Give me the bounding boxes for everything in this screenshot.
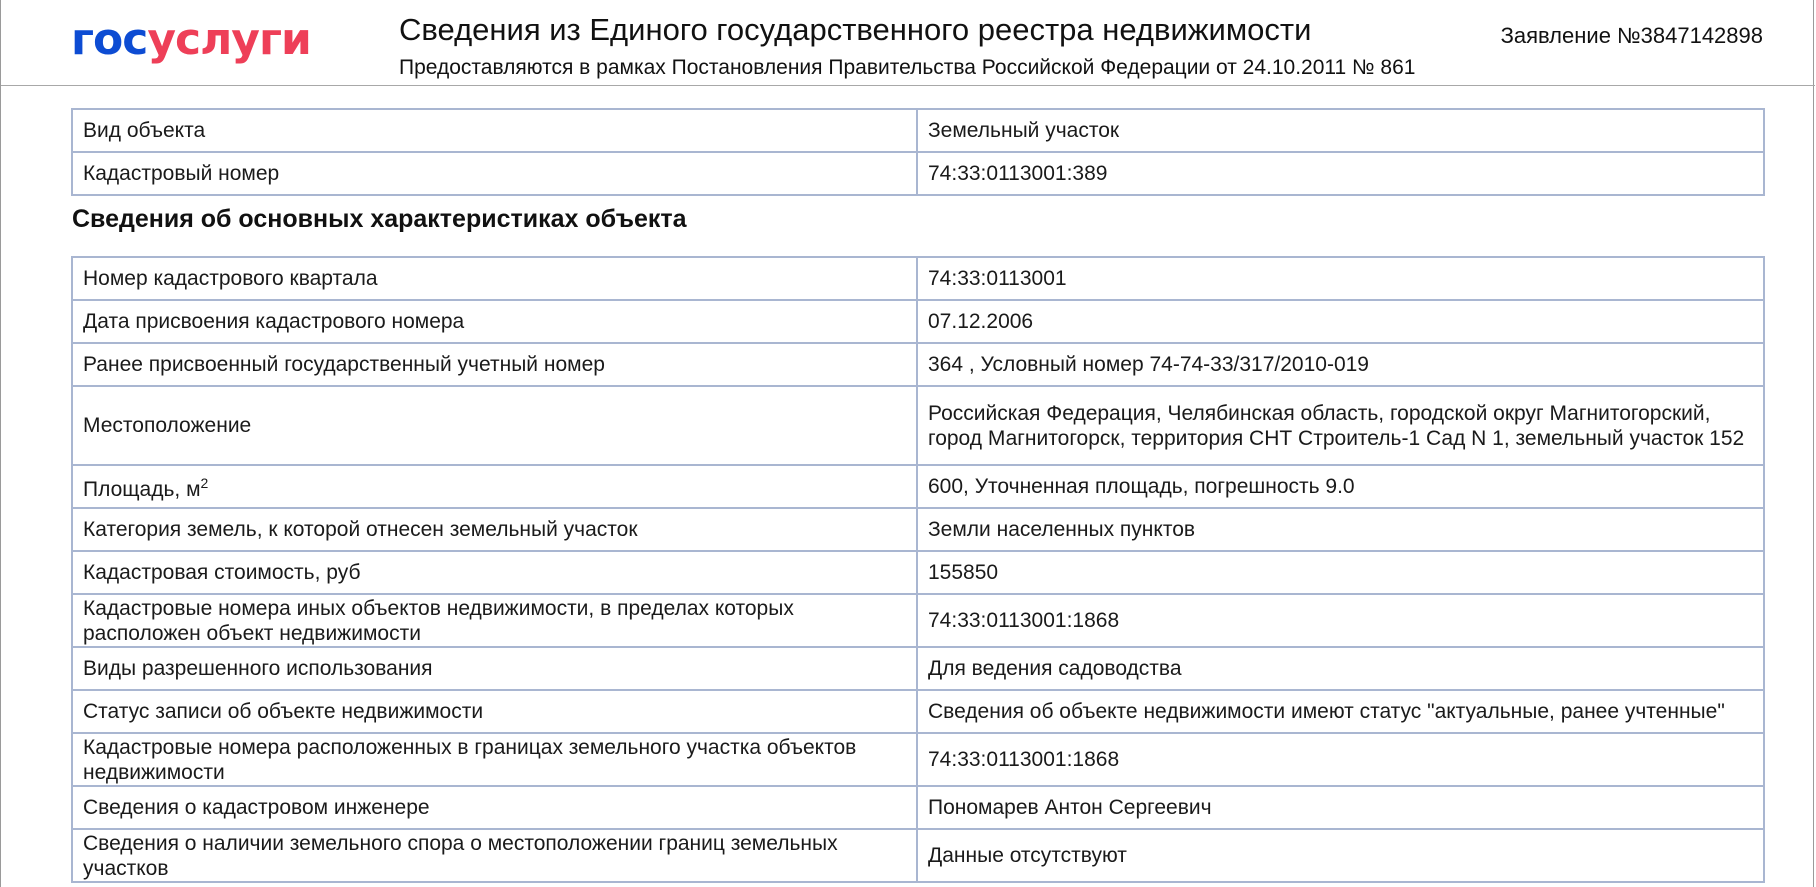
- table-cell-label: Кадастровые номера иных объектов недвижимости, в пределах которых расположен объект недвижимости: [72, 594, 917, 647]
- gosuslugi-logo[interactable]: [71, 14, 311, 66]
- table-row: [72, 152, 1764, 195]
- characteristics-table: [71, 256, 1765, 883]
- table-row: [72, 257, 1764, 300]
- table-row: [72, 690, 1764, 733]
- area-label-text: Площадь, м: [83, 478, 201, 501]
- table-cell-label: Категория земель, к которой отнесен земельный участок: [72, 508, 917, 551]
- table-cell-label: Дата присвоения кадастрового номера: [72, 300, 917, 343]
- table-cell-value: Российская Федерация, Челябинская область, городской округ Магнитогорский, город Магнитогорск, территория СНТ Строитель-1 Сад N 1, земельный участок 152: [917, 386, 1764, 465]
- table-cell-value: 74:33:0113001: [917, 257, 1764, 300]
- table-cell-value: Данные отсутствуют: [917, 829, 1764, 882]
- table-row: [72, 508, 1764, 551]
- table-cell-label: Сведения о наличии земельного спора о местоположении границ земельных участков: [72, 829, 917, 882]
- object-table: [71, 108, 1765, 196]
- table-cell-value: Для ведения садоводства: [917, 647, 1764, 690]
- table-cell-label: Ранее присвоенный государственный учетный номер: [72, 343, 917, 386]
- table-row: [72, 300, 1764, 343]
- application-number: Заявление №3847142898: [1500, 23, 1763, 48]
- table-row: [72, 829, 1764, 882]
- table-cell-label: Сведения о кадастровом инженере: [72, 786, 917, 829]
- table-row: [72, 343, 1764, 386]
- logo-text-uslugi: услуги: [147, 14, 311, 65]
- table-row: [72, 551, 1764, 594]
- table-cell-label: Номер кадастрового квартала: [72, 257, 917, 300]
- table-row: [72, 594, 1764, 647]
- area-unit-superscript: 2: [200, 475, 209, 491]
- table-cell-label: Местоположение: [72, 386, 917, 465]
- object-type-label: Вид объекта: [72, 109, 917, 152]
- table-cell-value: 07.12.2006: [917, 300, 1764, 343]
- table-cell-label: [72, 465, 917, 508]
- table-row: [72, 647, 1764, 690]
- table-cell-value: 74:33:0113001:1868: [917, 733, 1764, 786]
- document-header: [1, 0, 1815, 86]
- table-cell-value: 155850: [917, 551, 1764, 594]
- table-cell-label: Статус записи об объекте недвижимости: [72, 690, 917, 733]
- table-cell-value: 74:33:0113001:1868: [917, 594, 1764, 647]
- table-row: [72, 786, 1764, 829]
- document-subtitle: Предоставляются в рамках Постановления Правительства Российской Федерации от 24.10.2011 № 861: [399, 56, 1416, 79]
- cadastral-number-label: Кадастровый номер: [72, 152, 917, 195]
- table-cell-value: Земли населенных пунктов: [917, 508, 1764, 551]
- table-cell-label: Кадастровая стоимость, руб: [72, 551, 917, 594]
- object-type-value: Земельный участок: [917, 109, 1764, 152]
- table-cell-value: 600, Уточненная площадь, погрешность 9.0: [917, 465, 1764, 508]
- cadastral-number-value: 74:33:0113001:389: [917, 152, 1764, 195]
- logo-text-gos: гос: [71, 14, 148, 65]
- table-cell-label: Виды разрешенного использования: [72, 647, 917, 690]
- table-row: [72, 733, 1764, 786]
- table-cell-value: Сведения об объекте недвижимости имеют статус "актуальные, ранее учтенные": [917, 690, 1764, 733]
- table-row: [72, 465, 1764, 508]
- table-row: [72, 109, 1764, 152]
- table-cell-value: 364 , Условный номер 74-74-33/317/2010-019: [917, 343, 1764, 386]
- section-heading: Сведения об основных характеристиках объекта: [72, 205, 687, 233]
- table-row: [72, 386, 1764, 465]
- table-cell-value: Пономарев Антон Сергеевич: [917, 786, 1764, 829]
- table-cell-label: Кадастровые номера расположенных в границах земельного участка объектов недвижимости: [72, 733, 917, 786]
- document-title: Сведения из Единого государственного реестра недвижимости: [399, 12, 1312, 47]
